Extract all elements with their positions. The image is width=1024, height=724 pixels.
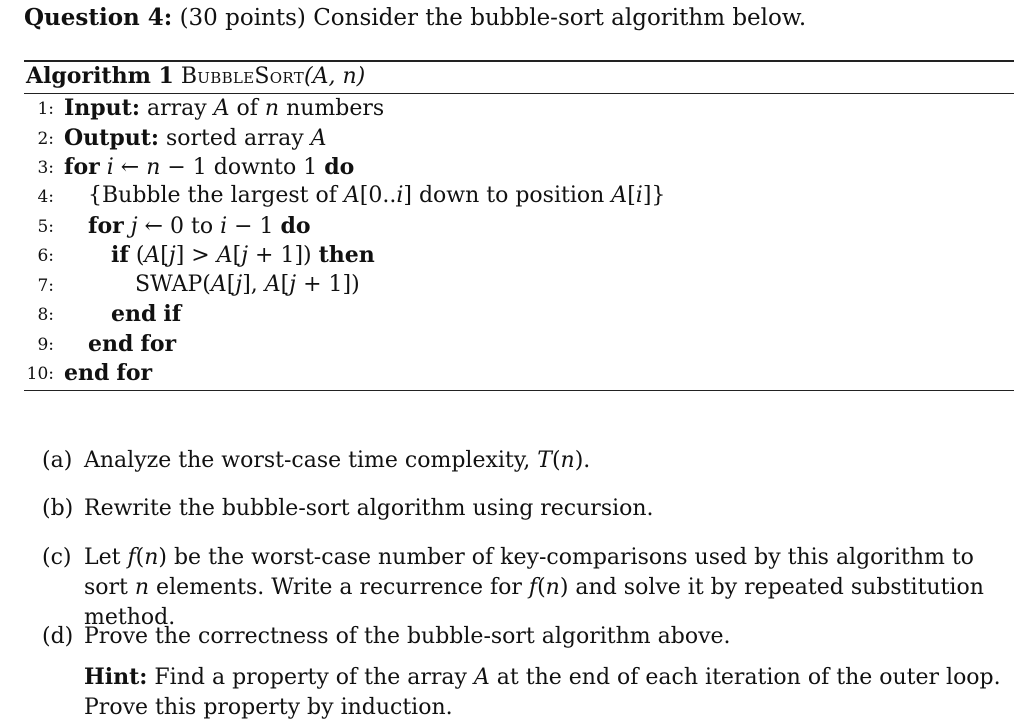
line-number: 6: bbox=[37, 246, 54, 266]
algorithm-bottom-rule bbox=[24, 390, 1014, 391]
algorithm-caption-rule bbox=[24, 93, 1014, 94]
hint bbox=[84, 662, 1002, 723]
line-number: 5: bbox=[37, 217, 54, 237]
line-text: end for bbox=[64, 360, 153, 386]
line-number: 10: bbox=[26, 364, 54, 384]
hint-label: Hint: bbox=[84, 664, 148, 690]
part-label: (b) bbox=[42, 496, 74, 521]
question-heading bbox=[24, 4, 806, 31]
part-label: (c) bbox=[42, 545, 72, 570]
algorithm-args: (A, n) bbox=[304, 64, 366, 89]
line-text: Input: array A of n numbers bbox=[64, 95, 385, 121]
line-text: for i ← n − 1 downto 1 do bbox=[64, 154, 355, 180]
line-number: 8: bbox=[37, 305, 54, 325]
line-text: {Bubble the largest of A[0..i] down to position A[i]} bbox=[88, 183, 666, 208]
question-part-a bbox=[42, 446, 1002, 476]
line-text: Output: sorted array A bbox=[64, 125, 327, 151]
part-label: (a) bbox=[42, 448, 73, 473]
line-text: end if bbox=[111, 301, 182, 327]
algorithm-name: BubbleSort bbox=[180, 64, 305, 89]
question-part-c bbox=[42, 543, 1002, 633]
question-part-b bbox=[42, 494, 1002, 524]
question-text: (30 points) Consider the bubble-sort algorithm below. bbox=[179, 5, 807, 31]
line-text: if (A[j] > A[j + 1]) then bbox=[111, 242, 375, 268]
question-part-d bbox=[42, 622, 1002, 723]
line-text: SWAP(A[j], A[j + 1]) bbox=[135, 272, 360, 297]
line-text: for j ← 0 to i − 1 do bbox=[88, 213, 311, 239]
line-number: 4: bbox=[37, 187, 54, 207]
part-text: Rewrite the bubble-sort algorithm using recursion. bbox=[84, 496, 654, 521]
part-text: Prove the correctness of the bubble-sort algorithm above. bbox=[84, 624, 731, 649]
part-text: Analyze the worst-case time complexity, T(n). bbox=[84, 448, 591, 473]
algorithm-top-rule bbox=[24, 60, 1014, 62]
algorithm-label: Algorithm 1 bbox=[26, 63, 174, 89]
part-label: (d) bbox=[42, 624, 74, 649]
line-number: 9: bbox=[37, 335, 54, 355]
line-number: 1: bbox=[37, 99, 54, 119]
line-number: 7: bbox=[37, 276, 54, 296]
hint-text: Find a property of the array A at the end of each iteration of the outer loop. Prove this property by induction. bbox=[84, 665, 1001, 720]
algorithm-caption bbox=[26, 63, 365, 89]
line-number: 3: bbox=[37, 158, 54, 178]
line-number: 2: bbox=[37, 129, 54, 149]
question-label: Question 4: bbox=[24, 4, 173, 31]
part-text: Let f(n) be the worst-case number of key-comparisons used by this algorithm to sort n elements. Write a recurrence for f(n) and solve it by repeated substitution method. bbox=[84, 545, 984, 630]
line-text: end for bbox=[88, 331, 177, 357]
